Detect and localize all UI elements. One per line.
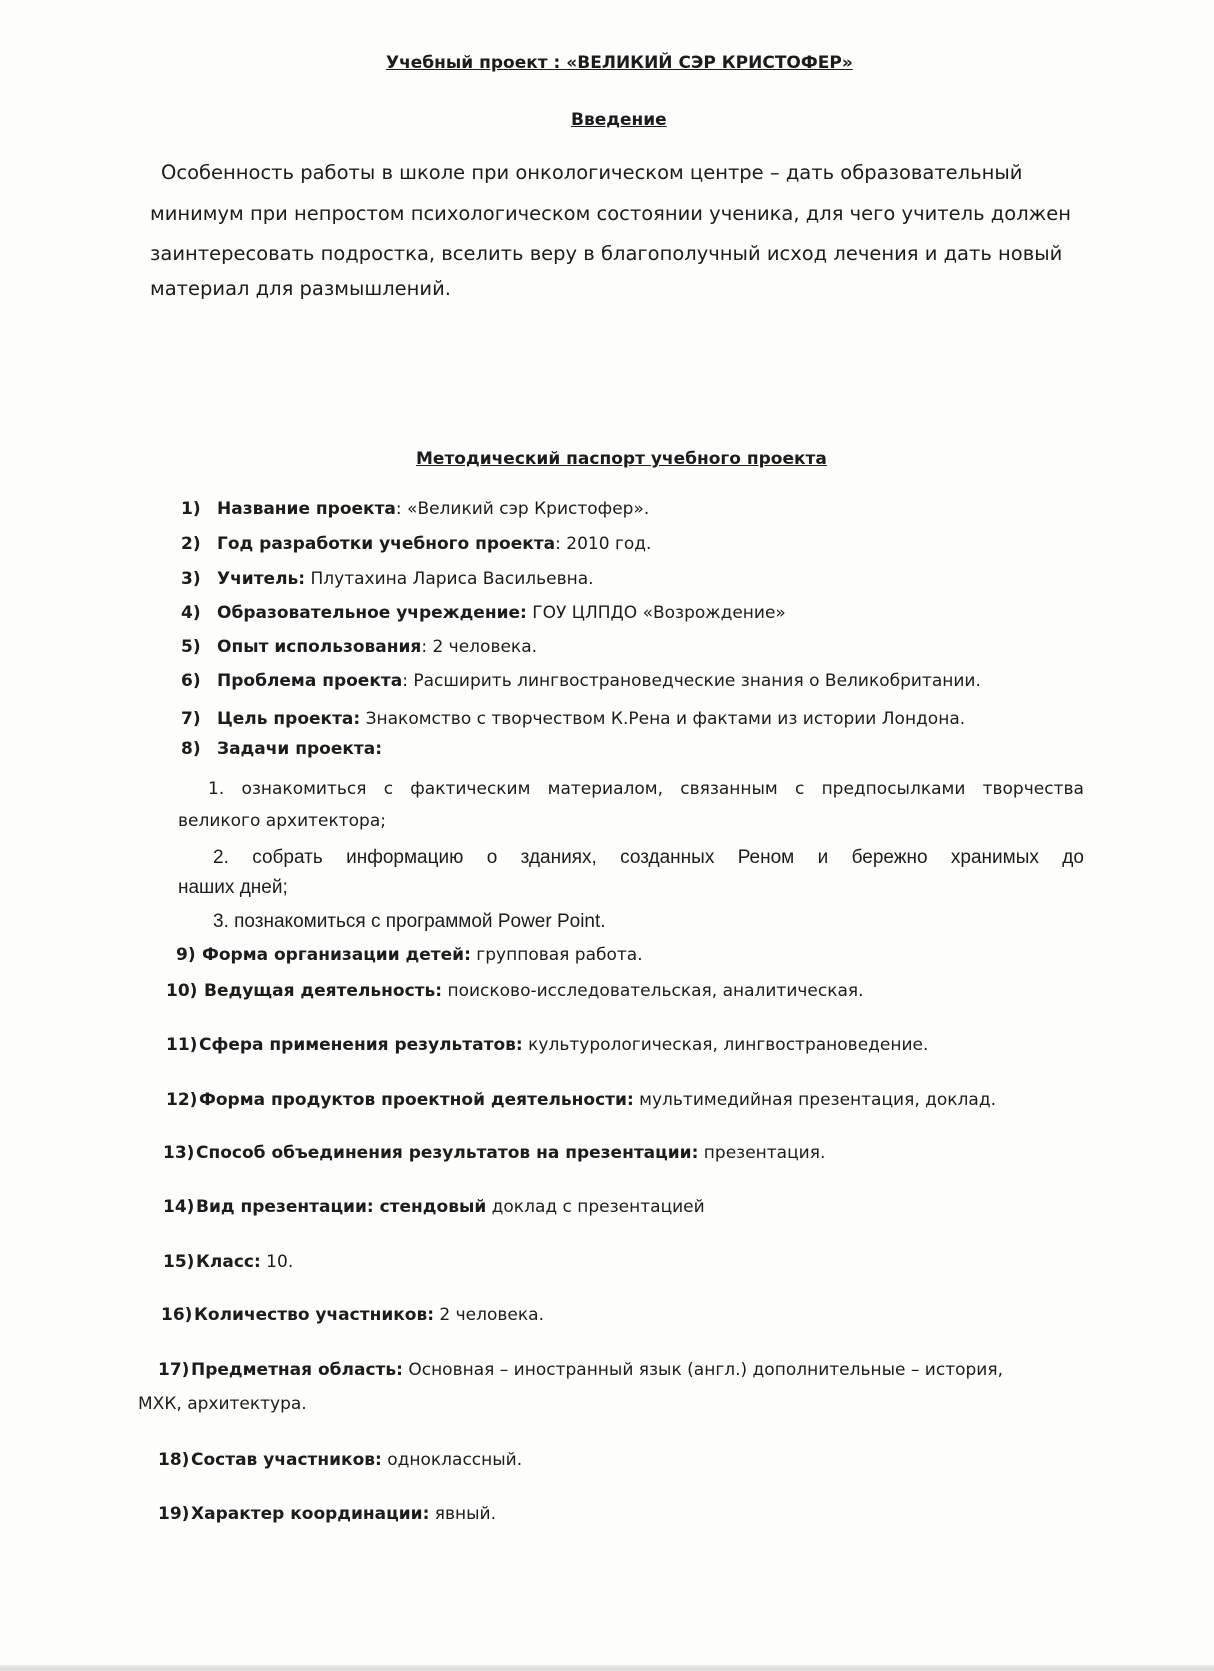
item-value: культурологическая, лингвострановедение. <box>522 1035 929 1055</box>
item-number: 18) <box>158 1450 190 1470</box>
passport-item-6 <box>181 669 981 693</box>
intro-line-4: материал для размышлений. <box>150 277 451 300</box>
item-value: ГОУ ЦЛПДО «Возрождение» <box>526 603 786 623</box>
task-word: до <box>1062 847 1084 868</box>
passport-item-4 <box>181 601 786 625</box>
item-number: 1) <box>181 499 201 519</box>
task-2-line <box>213 846 1084 870</box>
item-value: доклад с презентацией <box>486 1197 705 1217</box>
task-word: 2. <box>213 847 229 868</box>
item-label: Название проекта <box>217 499 396 519</box>
task-3-line: 3. познакомиться с программой Power Point. <box>213 911 606 932</box>
task-word: собрать <box>252 847 323 868</box>
item-number: 11) <box>166 1035 198 1055</box>
task-1-continuation: великого архитектора; <box>178 811 386 831</box>
intro-line-1: Особенность работы в школе при онкологическом центре – дать образовательный <box>161 161 1023 184</box>
item-label: Сфера применения результатов: <box>199 1035 523 1055</box>
item-number: 14) <box>163 1197 195 1217</box>
item-number: 5) <box>181 637 201 657</box>
item-value: презентация. <box>698 1143 826 1163</box>
passport-item-13 <box>163 1141 825 1165</box>
task-word: созданных <box>620 847 715 868</box>
item-label: Класс: <box>196 1252 261 1272</box>
item-label: Форма продуктов проектной деятельности: <box>199 1090 634 1110</box>
passport-item-17 <box>158 1358 1003 1382</box>
passport-item-15 <box>163 1250 293 1274</box>
task-word: о <box>486 847 498 868</box>
item-number: 9) <box>176 945 196 965</box>
item-label: Ведущая деятельность: <box>204 981 443 1001</box>
item-number: 12) <box>166 1090 198 1110</box>
item-label: Вид презентации: стендовый <box>196 1197 487 1217</box>
item-number: 4) <box>181 603 201 623</box>
task-word: информацию <box>346 847 464 868</box>
item-label: Способ объединения результатов на презентации: <box>196 1143 699 1163</box>
item-value: Основная – иностранный язык (англ.) дополнительные – история, <box>402 1360 1003 1380</box>
task-word: творчества <box>982 779 1084 799</box>
passport-item-7 <box>181 707 965 731</box>
task-word: бережно <box>851 847 928 868</box>
passport-item-18 <box>158 1448 522 1472</box>
task-word: связанным <box>680 779 778 799</box>
item-label: Задачи проекта: <box>217 739 383 759</box>
item-label: Характер координации: <box>191 1504 430 1524</box>
item-value: : 2010 год. <box>555 534 652 554</box>
item-label: Форма организации детей: <box>202 945 471 965</box>
passport-item-9 <box>176 943 643 967</box>
item-value: : «Великий сэр Кристофер». <box>395 499 650 519</box>
intro-line-3: заинтересовать подростка, вселить веру в благополучный исход лечения и дать новый <box>150 242 1063 265</box>
item-label: Год разработки учебного проекта <box>217 534 556 554</box>
item-number: 16) <box>161 1305 193 1325</box>
item-label: Учитель: <box>217 569 306 589</box>
item-value: поисково-исследовательская, аналитическая. <box>442 981 864 1001</box>
task-word: с <box>383 779 394 799</box>
task-word: с <box>794 779 805 799</box>
item-label: Предметная область: <box>191 1360 403 1380</box>
task-word: зданиях, <box>520 847 597 868</box>
item-number: 8) <box>181 739 201 759</box>
item-value: групповая работа. <box>470 945 643 965</box>
task-2-continuation: наших дней; <box>178 877 288 898</box>
passport-item-17-continuation: МХК, архитектура. <box>138 1394 307 1414</box>
item-number: 3) <box>181 569 201 589</box>
item-value: Плутахина Лариса Васильевна. <box>305 569 594 589</box>
task-word: ознакомиться <box>241 779 367 799</box>
item-number: 17) <box>158 1360 190 1380</box>
task-word: и <box>817 847 829 868</box>
item-value: Знакомство с творчеством К.Рена и фактами из истории Лондона. <box>360 709 966 729</box>
passport-item-8 <box>181 737 382 761</box>
item-label: Состав участников: <box>191 1450 382 1470</box>
passport-item-5 <box>181 635 537 659</box>
item-number: 10) <box>166 981 198 1001</box>
task-word: материалом, <box>547 779 664 799</box>
intro-line-2: минимум при непростом психологическом состоянии ученика, для чего учитель должен <box>150 202 1071 225</box>
item-label: Образовательное учреждение: <box>217 603 527 623</box>
item-value: одноклассный. <box>381 1450 523 1470</box>
item-label: Проблема проекта <box>217 671 403 691</box>
item-label: Цель проекта: <box>217 709 361 729</box>
item-number: 7) <box>181 709 201 729</box>
task-word: фактическим <box>410 779 531 799</box>
task-word: 1. <box>208 779 225 799</box>
passport-item-16 <box>161 1303 544 1327</box>
item-value: : Расширить лингвострановедческие знания о Великобритании. <box>402 671 981 691</box>
passport-item-1 <box>181 497 649 521</box>
task-word: предпосылками <box>821 779 966 799</box>
item-label: Опыт использования <box>217 637 422 657</box>
item-value: : 2 человека. <box>421 637 538 657</box>
passport-item-14 <box>163 1195 705 1219</box>
passport-item-11 <box>166 1033 928 1057</box>
item-value: мультимедийная презентация, доклад. <box>633 1090 996 1110</box>
item-label: Количество участников: <box>194 1305 435 1325</box>
item-value: явный. <box>429 1504 497 1524</box>
item-value: 2 человека. <box>434 1305 544 1325</box>
item-number: 19) <box>158 1504 190 1524</box>
passport-item-19 <box>158 1502 496 1526</box>
scan-bottom-edge <box>0 1665 1214 1671</box>
passport-item-10 <box>166 979 864 1003</box>
task-word: хранимых <box>950 847 1039 868</box>
item-number: 6) <box>181 671 201 691</box>
passport-item-3 <box>181 567 594 591</box>
intro-heading: Введение <box>571 110 667 130</box>
item-value: 10. <box>260 1252 294 1272</box>
passport-item-2 <box>181 532 651 556</box>
item-number: 15) <box>163 1252 195 1272</box>
passport-item-12 <box>166 1088 996 1112</box>
passport-heading: Методический паспорт учебного проекта <box>416 449 827 469</box>
document-title: Учебный проект : «ВЕЛИКИЙ СЭР КРИСТОФЕР» <box>386 53 853 73</box>
item-number: 13) <box>163 1143 195 1163</box>
task-word: Реном <box>737 847 795 868</box>
item-number: 2) <box>181 534 201 554</box>
task-1-line <box>208 777 1084 801</box>
